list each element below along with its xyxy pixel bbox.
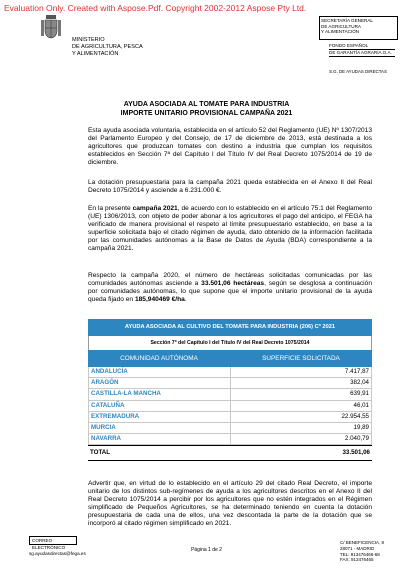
ministry-name: MINISTERIO DE AGRICULTURA, PESCA Y ALIMENTACIÓN — [72, 37, 143, 57]
table-row: ARAGÓN 382,04 — [88, 378, 372, 389]
fega-block: FONDO ESPAÑOL DE GARANTÍA AGRARIA O.A. S.G. DE AYUDAS DIRECTAS — [329, 43, 395, 57]
secretaria-box: SECRETARÍA GENERAL DE AGRICULTURA Y ALIMENTACIÓN — [319, 16, 398, 40]
table-subtitle: Sección 7ª del Capítulo I del Título IV del Real Decreto 1075/2014 — [88, 336, 372, 350]
footer-address: C/ BENEFICENCIA, 8 28071 - MADRID TEL: 913476466-68 FAX: 913476465 — [340, 540, 385, 563]
fega-subdivision: S.G. DE AYUDAS DIRECTAS — [329, 69, 387, 74]
area-table — [88, 319, 372, 461]
column-header-region: COMUNIDAD AUTÓNOMA — [120, 355, 198, 362]
table-row: EXTREMADURA 22.954,55 — [88, 412, 372, 423]
table-row: CASTILLA-LA MANCHA 639,91 — [88, 389, 372, 400]
document-title: AYUDA ASOCIADA AL TOMATE PARA INDUSTRIA IMPORTE UNITARIO PROVISIONAL CAMPAÑA 2021 — [120, 101, 293, 117]
paragraph-2: La dotación presupuestaria para la campaña 2021 queda establecida en el Anexo II del Real Decreto 1075/2014 y asciende a 6.231.000 €. — [88, 179, 372, 194]
footer-contact — [29, 536, 86, 556]
column-header-area: SUPERFICIE SOLICITADA — [262, 355, 340, 362]
email-address[interactable]: sg.ayudasdirectas@fega.es — [29, 551, 86, 556]
table-row: NAVARRA 2.040,79 — [88, 434, 372, 445]
coat-of-arms-icon — [40, 14, 62, 40]
page-number: Página 1 de 2 — [191, 547, 222, 553]
table-row: ANDALUCÍA 7.417,87 — [88, 367, 372, 378]
paragraph-1: Esta ayuda asociada voluntaria, establecida en el artículo 52 del Reglamento (UE) Nº 1307/2013 del Parlamento Europeo y del Consejo, de 17 de diciembre de 2013, está destinada a los agricultores que produzcan tomates con destino a industria que cumplan los requisitos establecidos en Sección 7ª del Capítulo I del Título IV del Real Decreto 1075/2014 de 19 de diciembre. — [88, 127, 372, 166]
paragraph-3: En la presente campaña 2021, de acuerdo con lo establecido en el artículo 75.1 del Reglamento (UE) 1306/2013, con objeto de poder abonar a los agricultores el pago del anticipo, el FEGA ha verificado de manera provisional el respeto al límite presupuestario establecido, en base a la superficie solicitada bajo el citado régimen de ayuda, dato obtenido de la información facilitada por las comunidades autónomas a la Base de Datos de Ayuda (BDA) correspondiente a la campaña 2021. — [88, 205, 372, 252]
table-title: AYUDA ASOCIADA AL CULTIVO DEL TOMATE PARA INDUSTRIA (206) Cª 2021 — [88, 319, 372, 336]
email-label: CORREO ELECTRÓNICO — [29, 536, 77, 545]
table-total-row: TOTAL 33.501,06 — [88, 445, 372, 461]
evaluation-watermark: Evaluation Only. Created with Aspose.Pdf. Copyright 2002-2012 Aspose Pty Ltd. — [4, 3, 307, 13]
table-header — [88, 350, 372, 367]
table-row: CATALUÑA 46,01 — [88, 401, 372, 412]
paragraph-5: Advertir que, en virtud de lo establecido en el artículo 29 del citado Real Decreto, el importe unitario de los distintos sub-regímenes de ayuda a los agricultores descritos en el Anexo II del Real Decreto 1075/2014 a percibir por los agricultores que no estén integrados en el Régimen simplificado de Pequeños Agricultores, se ha determinado teniendo en cuenta la dotación presupuestaria de cada una de ellos, una vez descontada la parte de la dotación que se incorporó al citado régimen simplificado en 2021. — [88, 480, 372, 527]
paragraph-4: Respecto la campaña 2020, el número de hectáreas solicitadas comunicadas por las comunidades autónomas asciende a 33.501,06 hectáreas, según se desglosa a continuación por comunidades autónomas, lo que supone que el importe unitario provisional de la ayuda queda fijado en 185,940469 €/ha. — [88, 272, 372, 303]
table-row: MURCIA 19,89 — [88, 423, 372, 434]
